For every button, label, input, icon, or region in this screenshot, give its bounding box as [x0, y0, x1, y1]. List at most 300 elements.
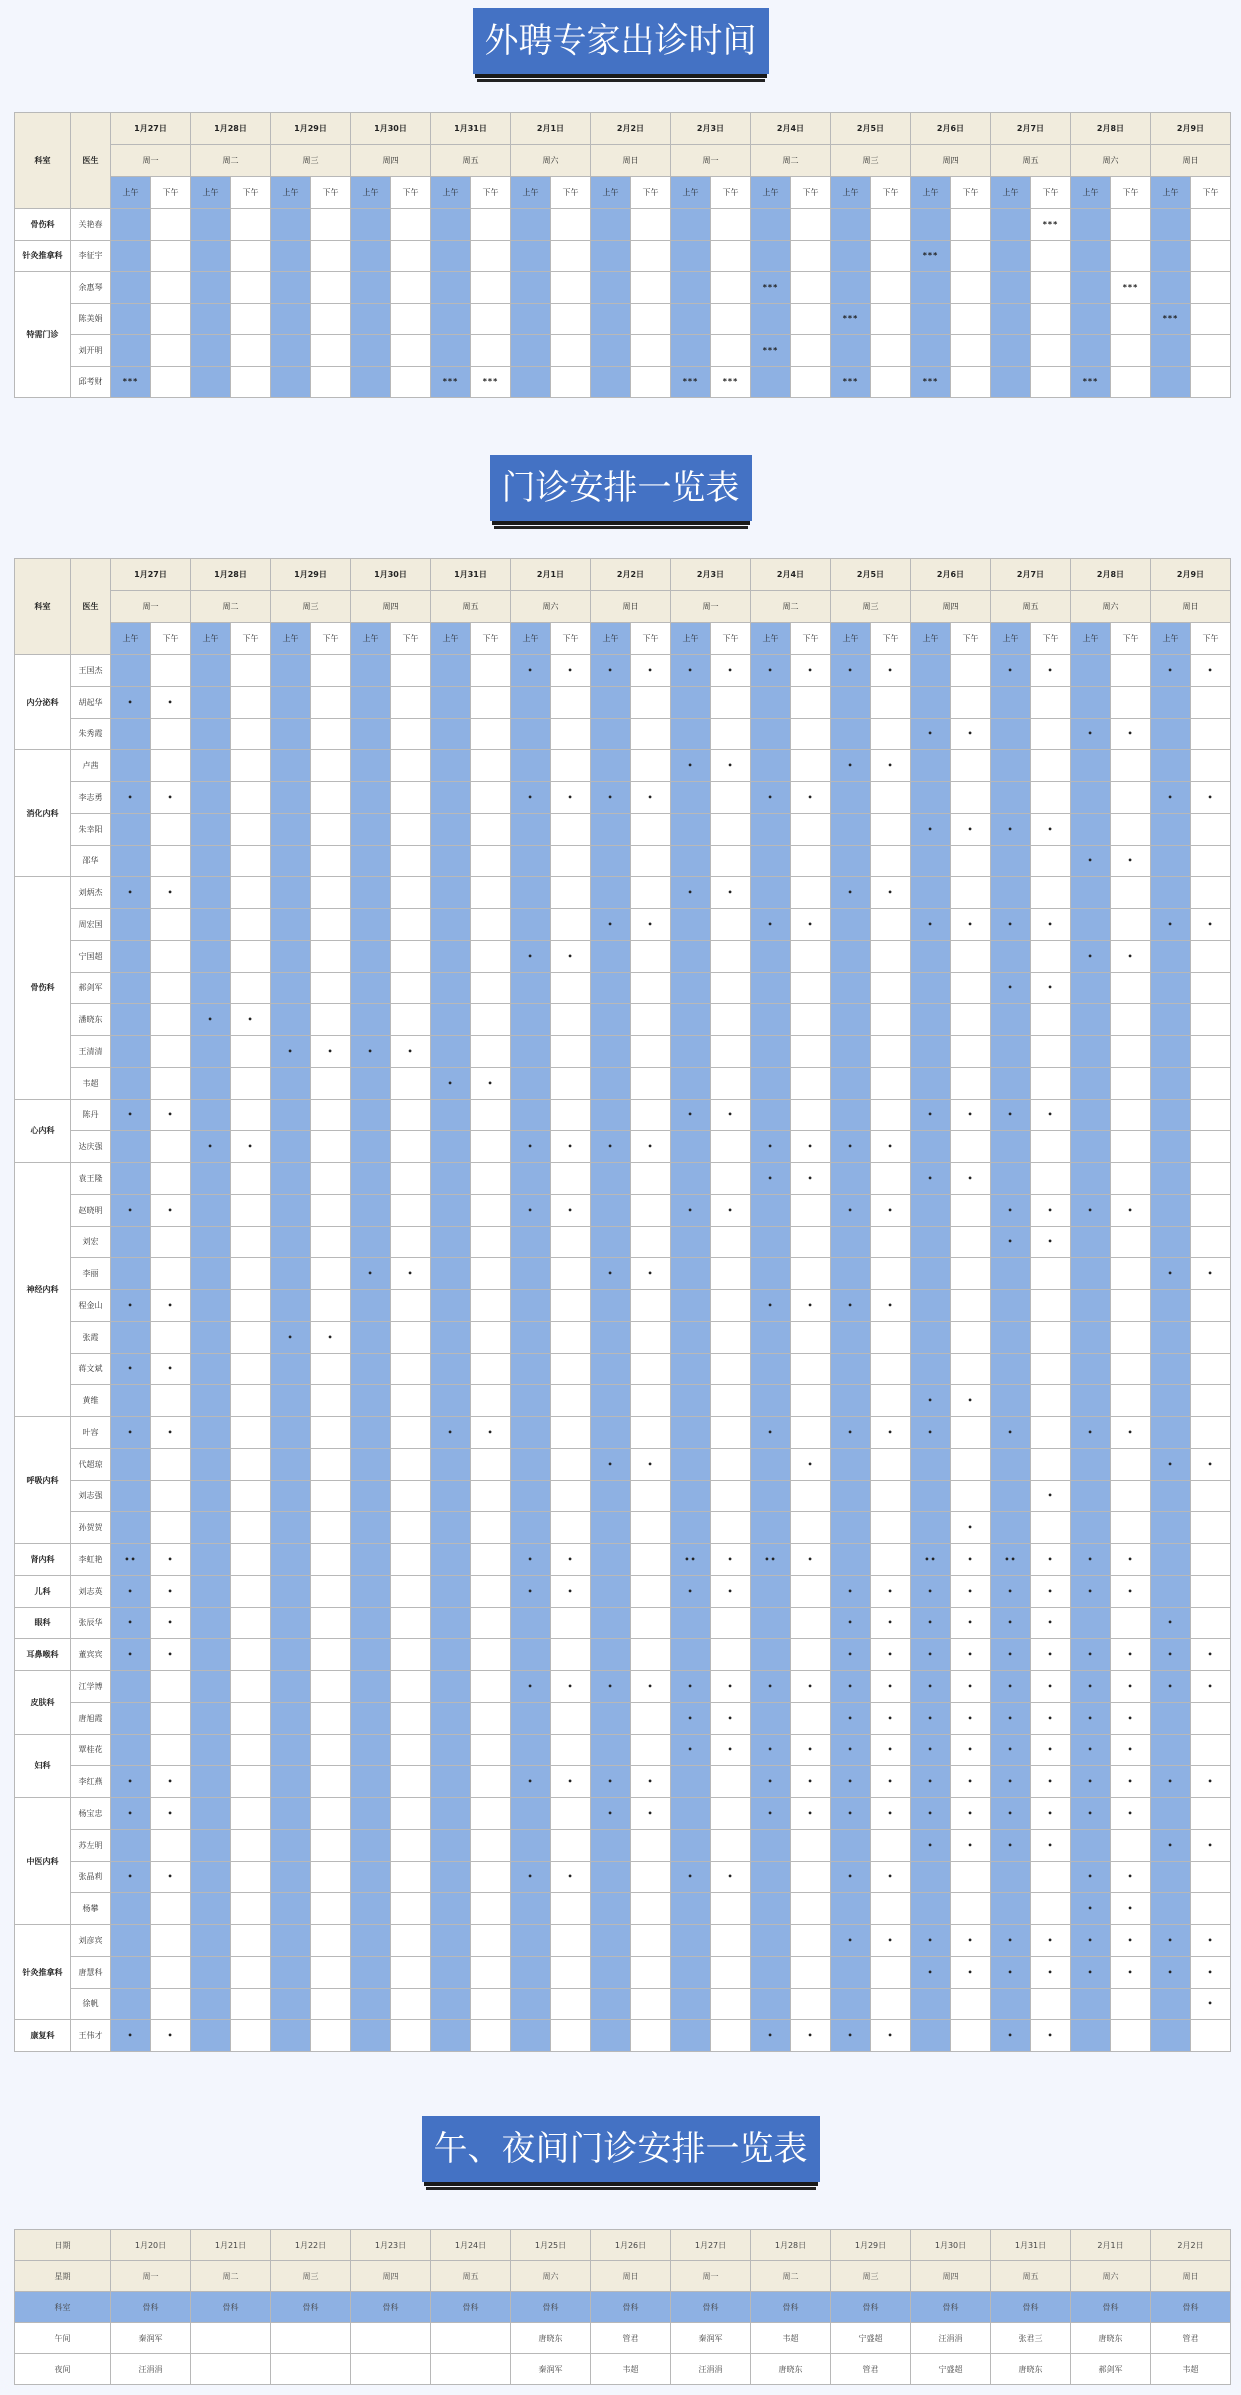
- date-header: 2月7日: [991, 113, 1071, 145]
- slot-cell: [271, 940, 311, 972]
- slot-mark: •: [711, 877, 751, 909]
- slot-cell: [231, 909, 271, 941]
- night-cell: 骨科: [111, 2292, 191, 2323]
- date-header: 2月8日: [1071, 113, 1151, 145]
- table-row: [15, 1607, 1231, 1639]
- slot-cell: [1071, 1258, 1111, 1290]
- slot-cell: [631, 1575, 671, 1607]
- slot-mark: •: [751, 1671, 791, 1703]
- slot-cell: [271, 303, 311, 335]
- slot-cell: [791, 718, 831, 750]
- slot-cell: [1071, 1099, 1111, 1131]
- department-cell: 神经内科: [15, 1163, 71, 1417]
- slot-cell: [511, 1353, 551, 1385]
- slot-cell: [351, 1385, 391, 1417]
- slot-cell: [511, 1512, 551, 1544]
- am-header: 上午: [271, 177, 311, 209]
- slot-cell: [1191, 1004, 1231, 1036]
- slot-mark: •: [1111, 1861, 1151, 1893]
- slot-mark: •: [911, 1702, 951, 1734]
- slot-mark: •: [951, 1734, 991, 1766]
- slot-cell: [151, 1956, 191, 1988]
- slot-cell: [511, 813, 551, 845]
- slot-cell: [511, 845, 551, 877]
- slot-cell: [1031, 1258, 1071, 1290]
- slot-cell: [671, 782, 711, 814]
- slot-cell: [351, 1163, 391, 1195]
- slot-cell: [1191, 1607, 1231, 1639]
- slot-cell: [1191, 2020, 1231, 2052]
- slot-cell: [631, 718, 671, 750]
- pm-header: 下午: [1031, 623, 1071, 655]
- slot-cell: [551, 1004, 591, 1036]
- slot-cell: [551, 686, 591, 718]
- slot-cell: [991, 1861, 1031, 1893]
- slot-cell: [351, 1734, 391, 1766]
- slot-cell: [231, 1036, 271, 1068]
- slot-cell: [951, 1258, 991, 1290]
- slot-cell: [871, 1988, 911, 2020]
- slot-cell: [1191, 972, 1231, 1004]
- slot-cell: [351, 1956, 391, 1988]
- slot-cell: [551, 1067, 591, 1099]
- table-row: [15, 1702, 1231, 1734]
- table-row: [15, 718, 1231, 750]
- slot-mark: •: [431, 1417, 471, 1449]
- slot-cell: [1191, 1067, 1231, 1099]
- slot-cell: [191, 718, 231, 750]
- slot-cell: [991, 940, 1031, 972]
- slot-cell: [951, 1861, 991, 1893]
- slot-cell: [271, 335, 311, 367]
- slot-cell: [591, 335, 631, 367]
- slot-mark: ••: [751, 1544, 791, 1576]
- slot-cell: [1071, 1480, 1111, 1512]
- slot-mark: •: [1191, 1988, 1231, 2020]
- slot-cell: [591, 1004, 631, 1036]
- slot-mark: •: [1151, 1258, 1191, 1290]
- slot-cell: [431, 272, 471, 304]
- slot-mark: •: [951, 1956, 991, 1988]
- date-header: 1月31日: [431, 559, 511, 591]
- slot-cell: [311, 1544, 351, 1576]
- slot-cell: [431, 1544, 471, 1576]
- slot-cell: [631, 1004, 671, 1036]
- slot-cell: [791, 940, 831, 972]
- slot-cell: [271, 1163, 311, 1195]
- slot-cell: [151, 1131, 191, 1163]
- slot-mark: •: [631, 1258, 671, 1290]
- slot-cell: [311, 1163, 351, 1195]
- doctor-cell: 赵晓明: [71, 1194, 111, 1226]
- slot-cell: [1071, 972, 1111, 1004]
- slot-cell: [951, 1480, 991, 1512]
- slot-cell: [591, 1099, 631, 1131]
- table-row: [15, 1226, 1231, 1258]
- slot-cell: [271, 1226, 311, 1258]
- slot-mark: •: [991, 655, 1031, 687]
- slot-cell: [111, 240, 151, 272]
- slot-cell: [671, 940, 711, 972]
- slot-cell: [991, 1067, 1031, 1099]
- date-header: 1月27日: [111, 559, 191, 591]
- weekday-header: 周三: [271, 591, 351, 623]
- slot-mark: •: [1111, 1194, 1151, 1226]
- slot-cell: [1191, 1544, 1231, 1576]
- table-row: [15, 366, 1231, 398]
- slot-cell: [791, 1004, 831, 1036]
- table-row: [15, 1004, 1231, 1036]
- am-header: 上午: [511, 177, 551, 209]
- slot-cell: [431, 1036, 471, 1068]
- slot-cell: [351, 1639, 391, 1671]
- slot-cell: [631, 1099, 671, 1131]
- slot-cell: [431, 303, 471, 335]
- slot-mark: ***: [111, 366, 151, 398]
- slot-cell: [191, 1925, 231, 1957]
- slot-cell: [911, 972, 951, 1004]
- slot-cell: [391, 1766, 431, 1798]
- slot-cell: [271, 1004, 311, 1036]
- am-header: 上午: [111, 177, 151, 209]
- slot-cell: [471, 1163, 511, 1195]
- slot-cell: [711, 1353, 751, 1385]
- slot-mark: •: [911, 1385, 951, 1417]
- slot-mark: •: [631, 655, 671, 687]
- date-header: 2月8日: [1071, 559, 1151, 591]
- slot-mark: •: [1071, 1194, 1111, 1226]
- slot-cell: [591, 1290, 631, 1322]
- slot-mark: •: [791, 1671, 831, 1703]
- pm-header: 下午: [1111, 177, 1151, 209]
- slot-cell: [311, 209, 351, 241]
- slot-cell: [1111, 1829, 1151, 1861]
- slot-cell: [631, 272, 671, 304]
- slot-mark: •: [1071, 1734, 1111, 1766]
- night-cell: 韦超: [591, 2354, 671, 2385]
- slot-cell: [671, 1512, 711, 1544]
- slot-cell: [511, 1925, 551, 1957]
- slot-cell: [351, 1893, 391, 1925]
- slot-cell: [1071, 1512, 1111, 1544]
- slot-cell: [231, 1067, 271, 1099]
- slot-mark: •: [951, 1766, 991, 1798]
- slot-cell: [1071, 1829, 1111, 1861]
- slot-mark: ***: [1031, 209, 1071, 241]
- slot-cell: [391, 813, 431, 845]
- pm-header: 下午: [711, 623, 751, 655]
- slot-cell: [1191, 1512, 1231, 1544]
- slot-cell: [671, 813, 711, 845]
- slot-cell: [311, 813, 351, 845]
- slot-cell: [1071, 272, 1111, 304]
- slot-cell: [711, 1290, 751, 1322]
- slot-cell: [351, 877, 391, 909]
- slot-mark: •: [671, 1702, 711, 1734]
- slot-cell: [751, 1607, 791, 1639]
- slot-cell: [511, 335, 551, 367]
- slot-cell: [551, 1036, 591, 1068]
- slot-cell: [1151, 209, 1191, 241]
- slot-cell: [591, 303, 631, 335]
- slot-cell: [511, 1702, 551, 1734]
- slot-cell: [1111, 2020, 1151, 2052]
- doctor-cell: 袁王隆: [71, 1163, 111, 1195]
- date-header: 2月2日: [591, 559, 671, 591]
- slot-mark: •: [1191, 1671, 1231, 1703]
- night-cell: 1月22日: [271, 2230, 351, 2261]
- row-label: 科室: [15, 2292, 111, 2323]
- pm-header: 下午: [551, 623, 591, 655]
- slot-cell: [871, 1004, 911, 1036]
- slot-cell: [551, 718, 591, 750]
- slot-mark: •: [871, 1575, 911, 1607]
- night-cell: 骨科: [671, 2292, 751, 2323]
- slot-cell: [591, 272, 631, 304]
- slot-cell: [751, 303, 791, 335]
- slot-cell: [871, 366, 911, 398]
- slot-cell: [671, 2020, 711, 2052]
- slot-mark: •: [671, 1861, 711, 1893]
- night-cell: 汪涓涓: [911, 2323, 991, 2354]
- doctor-cell: 朱秀霞: [71, 718, 111, 750]
- slot-mark: •: [831, 877, 871, 909]
- slot-cell: [271, 813, 311, 845]
- slot-cell: [391, 1163, 431, 1195]
- slot-cell: [351, 1353, 391, 1385]
- am-header: 上午: [351, 623, 391, 655]
- slot-cell: [751, 1575, 791, 1607]
- night-cell: 骨科: [431, 2292, 511, 2323]
- slot-cell: [1191, 1798, 1231, 1830]
- doctor-cell: 李征宇: [71, 240, 111, 272]
- table-row: [15, 240, 1231, 272]
- slot-cell: [351, 1067, 391, 1099]
- slot-cell: [151, 272, 191, 304]
- doctor-cell: 代超琼: [71, 1448, 111, 1480]
- night-cell: [191, 2354, 271, 2385]
- slot-mark: •: [471, 1417, 511, 1449]
- slot-cell: [1151, 1131, 1191, 1163]
- slot-cell: [431, 1290, 471, 1322]
- slot-cell: [1111, 1353, 1151, 1385]
- slot-mark: •: [831, 1194, 871, 1226]
- slot-cell: [671, 909, 711, 941]
- slot-cell: [311, 718, 351, 750]
- slot-mark: •: [991, 1417, 1031, 1449]
- table-row: [15, 2020, 1231, 2052]
- slot-cell: [471, 1131, 511, 1163]
- slot-cell: [231, 813, 271, 845]
- slot-cell: [511, 1417, 551, 1449]
- night-cell: 骨科: [511, 2292, 591, 2323]
- doctor-cell: 达庆强: [71, 1131, 111, 1163]
- slot-mark: •: [151, 1798, 191, 1830]
- slot-cell: [871, 1067, 911, 1099]
- slot-cell: [671, 1067, 711, 1099]
- slot-cell: [871, 1893, 911, 1925]
- table-row: [15, 2261, 1231, 2292]
- slot-cell: [511, 1448, 551, 1480]
- slot-mark: ••: [111, 1544, 151, 1576]
- slot-cell: [711, 272, 751, 304]
- slot-cell: [711, 1163, 751, 1195]
- slot-cell: [951, 1131, 991, 1163]
- date-header: 1月28日: [191, 113, 271, 145]
- slot-cell: [551, 877, 591, 909]
- slot-cell: [751, 1385, 791, 1417]
- slot-cell: [1151, 750, 1191, 782]
- slot-cell: [271, 718, 311, 750]
- slot-cell: [551, 1258, 591, 1290]
- slot-cell: [1191, 1702, 1231, 1734]
- slot-cell: [311, 1448, 351, 1480]
- slot-cell: [911, 1258, 951, 1290]
- slot-mark: •: [951, 1671, 991, 1703]
- slot-cell: [111, 1925, 151, 1957]
- weekday-header: 周四: [351, 145, 431, 177]
- date-header: 1月29日: [271, 559, 351, 591]
- slot-cell: [1151, 1067, 1191, 1099]
- slot-cell: [311, 1353, 351, 1385]
- slot-mark: •: [1151, 782, 1191, 814]
- slot-cell: [1151, 1099, 1191, 1131]
- slot-mark: •: [311, 1321, 351, 1353]
- night-cell: 1月23日: [351, 2230, 431, 2261]
- slot-cell: [151, 335, 191, 367]
- slot-cell: [991, 335, 1031, 367]
- table-row: [15, 1544, 1231, 1576]
- slot-cell: [1151, 718, 1191, 750]
- pm-header: 下午: [231, 623, 271, 655]
- slot-cell: [1191, 1163, 1231, 1195]
- slot-cell: [911, 1036, 951, 1068]
- slot-mark: •: [591, 1798, 631, 1830]
- weekday-header: 周四: [911, 145, 991, 177]
- slot-cell: [711, 1417, 751, 1449]
- slot-cell: [391, 335, 431, 367]
- slot-cell: [551, 1893, 591, 1925]
- slot-cell: [831, 782, 871, 814]
- slot-cell: [311, 1067, 351, 1099]
- slot-cell: [151, 718, 191, 750]
- night-cell: 1月29日: [831, 2230, 911, 2261]
- slot-cell: [911, 209, 951, 241]
- slot-mark: •: [751, 782, 791, 814]
- slot-cell: [711, 813, 751, 845]
- slot-cell: [951, 1417, 991, 1449]
- slot-cell: [871, 1480, 911, 1512]
- table-row: [15, 940, 1231, 972]
- section2-title: 门诊安排一览表: [490, 455, 752, 521]
- slot-cell: [191, 750, 231, 782]
- slot-cell: [111, 1829, 151, 1861]
- slot-cell: [1071, 909, 1111, 941]
- slot-cell: [1071, 655, 1111, 687]
- slot-cell: [951, 209, 991, 241]
- night-cell: [271, 2323, 351, 2354]
- slot-cell: [111, 1734, 151, 1766]
- slot-mark: •: [1071, 940, 1111, 972]
- night-cell: [431, 2323, 511, 2354]
- slot-cell: [711, 240, 751, 272]
- doctor-cell: 覃桂花: [71, 1734, 111, 1766]
- slot-cell: [111, 1671, 151, 1703]
- slot-cell: [191, 1099, 231, 1131]
- slot-cell: [271, 782, 311, 814]
- slot-mark: •: [111, 1194, 151, 1226]
- slot-mark: •: [591, 1131, 631, 1163]
- slot-cell: [1031, 1004, 1071, 1036]
- slot-cell: [351, 1607, 391, 1639]
- slot-mark: •: [871, 1766, 911, 1798]
- slot-cell: [831, 1385, 871, 1417]
- slot-cell: [791, 1258, 831, 1290]
- slot-cell: [991, 750, 1031, 782]
- slot-mark: •: [1111, 1893, 1151, 1925]
- slot-cell: [431, 655, 471, 687]
- date-header: 1月29日: [271, 113, 351, 145]
- slot-cell: [831, 240, 871, 272]
- slot-cell: [591, 1925, 631, 1957]
- slot-cell: [271, 1480, 311, 1512]
- slot-cell: [231, 1194, 271, 1226]
- am-header: 上午: [671, 177, 711, 209]
- slot-cell: [1151, 1290, 1191, 1322]
- slot-cell: [431, 1099, 471, 1131]
- slot-cell: [711, 1480, 751, 1512]
- slot-cell: [1031, 303, 1071, 335]
- slot-cell: [1151, 2020, 1191, 2052]
- slot-cell: [351, 1988, 391, 2020]
- slot-mark: •: [151, 782, 191, 814]
- slot-mark: •: [511, 1575, 551, 1607]
- slot-cell: [431, 1321, 471, 1353]
- slot-mark: ***: [1071, 366, 1111, 398]
- slot-mark: •: [151, 1099, 191, 1131]
- slot-cell: [391, 782, 431, 814]
- slot-cell: [471, 1258, 511, 1290]
- slot-cell: [231, 1544, 271, 1576]
- table-row: [15, 909, 1231, 941]
- slot-mark: •: [151, 1607, 191, 1639]
- slot-cell: [431, 1353, 471, 1385]
- slot-cell: [631, 1544, 671, 1576]
- slot-cell: [391, 1321, 431, 1353]
- slot-cell: [1191, 1290, 1231, 1322]
- slot-cell: [231, 1258, 271, 1290]
- slot-cell: [631, 1353, 671, 1385]
- pm-header: 下午: [1191, 177, 1231, 209]
- slot-cell: [711, 1036, 751, 1068]
- night-cell: 1月27日: [671, 2230, 751, 2261]
- slot-cell: [551, 750, 591, 782]
- slot-mark: •: [111, 1607, 151, 1639]
- slot-mark: •: [1111, 718, 1151, 750]
- slot-mark: •: [511, 1766, 551, 1798]
- slot-mark: •: [1071, 1893, 1111, 1925]
- slot-cell: [1191, 877, 1231, 909]
- slot-cell: [111, 1258, 151, 1290]
- slot-mark: ***: [911, 240, 951, 272]
- slot-cell: [791, 1099, 831, 1131]
- slot-cell: [391, 1385, 431, 1417]
- department-cell: 儿科: [15, 1575, 71, 1607]
- slot-cell: [871, 209, 911, 241]
- table-row: [15, 1099, 1231, 1131]
- doctor-cell: 李丽: [71, 1258, 111, 1290]
- night-cell: 汪涓涓: [111, 2354, 191, 2385]
